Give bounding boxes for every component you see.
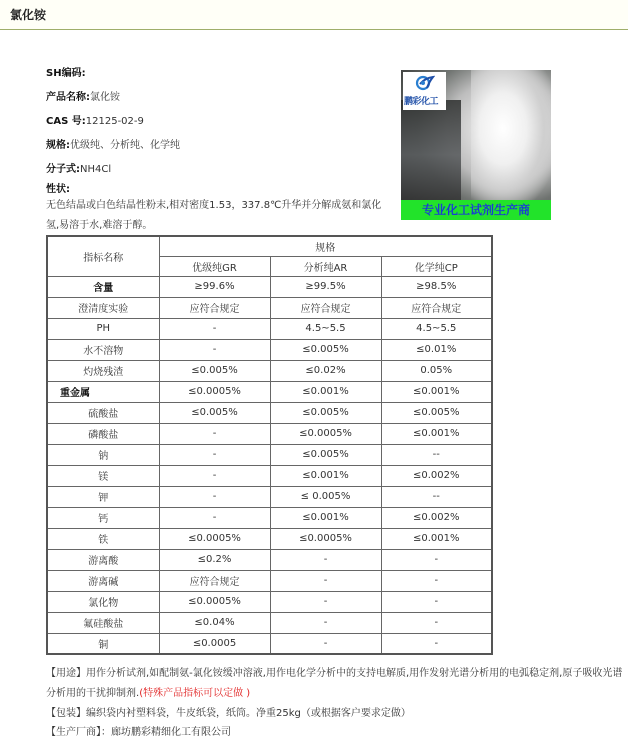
usage-line-2	[46, 684, 250, 699]
product-name-value: 氯化铵	[90, 92, 120, 103]
table-row	[47, 507, 492, 528]
cell-gr: ≤0.0005%	[159, 591, 270, 612]
manufacturer-line: 【生产厂商】：廊坊鹏彩精细化工有限公司	[46, 727, 231, 738]
table-row	[47, 486, 492, 507]
cell-gr: -	[159, 507, 270, 528]
cell-ar: ≤0.001%	[270, 507, 381, 528]
row-name: 澄清度实验	[47, 297, 159, 318]
image-banner: 专业化工试剂生产商	[401, 200, 551, 220]
cell-gr: ≤0.005%	[159, 360, 270, 381]
spec-table	[46, 235, 493, 655]
cell-gr: ≤0.005%	[159, 402, 270, 423]
cell-ar: ≤0.0005%	[270, 423, 381, 444]
cell-ar: -	[270, 570, 381, 591]
cell-gr: ≥99.6%	[159, 276, 270, 297]
cell-cp: ≤0.005%	[381, 402, 492, 423]
table-row	[47, 339, 492, 360]
cell-cp: -	[381, 549, 492, 570]
cell-gr: ≤0.2%	[159, 549, 270, 570]
cell-gr: ≤0.0005	[159, 633, 270, 654]
product-image	[401, 70, 551, 220]
row-name: 氟硅酸盐	[47, 612, 159, 633]
packaging-line: 【包装】编织袋内衬塑料袋，牛皮纸袋，纸筒。净重25kg（或根据客户要求定做）	[46, 708, 411, 719]
cell-ar: ≤0.005%	[270, 444, 381, 465]
cell-ar: 应符合规定	[270, 297, 381, 318]
header-group: 规格	[159, 236, 492, 256]
row-name: 水不溶物	[47, 339, 159, 360]
row-name: 硫酸盐	[47, 402, 159, 423]
table-row	[47, 612, 492, 633]
table-row	[47, 276, 492, 297]
table-header-row	[47, 236, 492, 256]
page-title: 氯化铵	[10, 8, 47, 22]
cell-gr: ≤0.04%	[159, 612, 270, 633]
cell-gr: ≤0.0005%	[159, 528, 270, 549]
custom-spec-note: (特殊产品指标可以定做 )	[139, 688, 251, 699]
table-row	[47, 444, 492, 465]
properties-line	[46, 180, 70, 195]
cell-gr: -	[159, 486, 270, 507]
table-row	[47, 360, 492, 381]
cell-ar: ≤0.001%	[270, 465, 381, 486]
table-row	[47, 549, 492, 570]
cell-ar: ≤0.001%	[270, 381, 381, 402]
product-name-label: 产品名称:	[46, 92, 90, 103]
cell-cp: 4.5~5.5	[381, 318, 492, 339]
header-name-col: 指标名称	[47, 236, 159, 276]
company-logo	[403, 72, 446, 110]
grade-value: 优级纯、分析纯、化学纯	[70, 140, 180, 151]
grade-label: 规格:	[46, 140, 70, 151]
formula-value: NH4Cl	[80, 164, 112, 175]
cell-cp: --	[381, 486, 492, 507]
cas-value: 12125-02-9	[85, 116, 144, 127]
cell-ar: 4.5~5.5	[270, 318, 381, 339]
header-grade-ar: 分析纯AR	[270, 256, 381, 276]
sh-code-line	[46, 64, 86, 79]
cell-cp: ≥98.5%	[381, 276, 492, 297]
cell-gr: 应符合规定	[159, 570, 270, 591]
cell-ar: ≤0.005%	[270, 339, 381, 360]
cell-cp: ≤0.002%	[381, 465, 492, 486]
product-name-line	[46, 88, 120, 103]
cell-cp: -	[381, 612, 492, 633]
cell-ar: -	[270, 549, 381, 570]
cell-ar: ≤0.02%	[270, 360, 381, 381]
cell-gr: -	[159, 444, 270, 465]
cell-cp: ≤0.002%	[381, 507, 492, 528]
cell-ar: -	[270, 591, 381, 612]
formula-label: 分子式:	[46, 164, 80, 175]
row-name: 游离碱	[47, 570, 159, 591]
table-row	[47, 402, 492, 423]
table-row	[47, 633, 492, 654]
properties-text: 无色结晶或白色结晶性粉末,相对密度1.53，337.8℃升华并分解成氨和氯化氢,易溶于水,难溶于醇。	[46, 200, 382, 231]
cas-label: CAS 号:	[46, 116, 86, 127]
table-row	[47, 591, 492, 612]
cell-ar: ≥99.5%	[270, 276, 381, 297]
row-name: 钾	[47, 486, 159, 507]
header-grade-cp: 化学纯CP	[381, 256, 492, 276]
cell-gr: 应符合规定	[159, 297, 270, 318]
table-row	[47, 297, 492, 318]
row-name: 氯化物	[47, 591, 159, 612]
cas-line	[46, 112, 144, 127]
cell-gr: -	[159, 423, 270, 444]
grade-line	[46, 136, 180, 151]
cell-ar: ≤0.005%	[270, 402, 381, 423]
cell-cp: -	[381, 633, 492, 654]
usage-line-2-text: 分析用的干扰抑制剂.	[46, 688, 140, 699]
cell-gr: -	[159, 318, 270, 339]
cell-cp: 0.05%	[381, 360, 492, 381]
properties-label: 性状:	[46, 184, 70, 195]
table-row	[47, 381, 492, 402]
usage-line-1: 【用途】用作分析试剂,如配制氨-氯化铵缓冲溶液,用作电化学分析中的支持电解质,用作发射光谱分析用的电弧稳定剂,原子吸收光谱	[46, 668, 623, 679]
table-row	[47, 423, 492, 444]
image-shadow	[401, 100, 461, 210]
cell-cp: -	[381, 591, 492, 612]
company-logo-icon	[415, 74, 435, 92]
row-name: 镁	[47, 465, 159, 486]
cell-ar: ≤ 0.005%	[270, 486, 381, 507]
row-name: 钙	[47, 507, 159, 528]
table-row	[47, 528, 492, 549]
row-name: 游离酸	[47, 549, 159, 570]
row-name: 铁	[47, 528, 159, 549]
logo-text: 鹏彩化工	[404, 97, 439, 107]
cell-cp: 应符合规定	[381, 297, 492, 318]
formula-line	[46, 160, 111, 175]
cell-cp: --	[381, 444, 492, 465]
header-grade-gr: 优级纯GR	[159, 256, 270, 276]
row-name: 含量	[47, 276, 159, 297]
row-name: 重金属	[47, 381, 159, 402]
cell-cp: ≤0.001%	[381, 423, 492, 444]
row-name: 磷酸盐	[47, 423, 159, 444]
cell-gr: ≤0.0005%	[159, 381, 270, 402]
cell-cp: ≤0.001%	[381, 381, 492, 402]
table-row	[47, 465, 492, 486]
row-name: PH	[47, 318, 159, 339]
table-row	[47, 318, 492, 339]
row-name: 钠	[47, 444, 159, 465]
image-powder	[471, 70, 551, 200]
cell-cp: -	[381, 570, 492, 591]
cell-ar: -	[270, 633, 381, 654]
cell-ar: -	[270, 612, 381, 633]
title-bar	[0, 0, 628, 30]
row-name: 铜	[47, 633, 159, 654]
cell-gr: -	[159, 465, 270, 486]
table-row	[47, 570, 492, 591]
sh-code-label: SH编码:	[46, 68, 86, 79]
cell-gr: -	[159, 339, 270, 360]
cell-cp: ≤0.01%	[381, 339, 492, 360]
cell-cp: ≤0.001%	[381, 528, 492, 549]
row-name: 灼烧残渣	[47, 360, 159, 381]
cell-ar: ≤0.0005%	[270, 528, 381, 549]
